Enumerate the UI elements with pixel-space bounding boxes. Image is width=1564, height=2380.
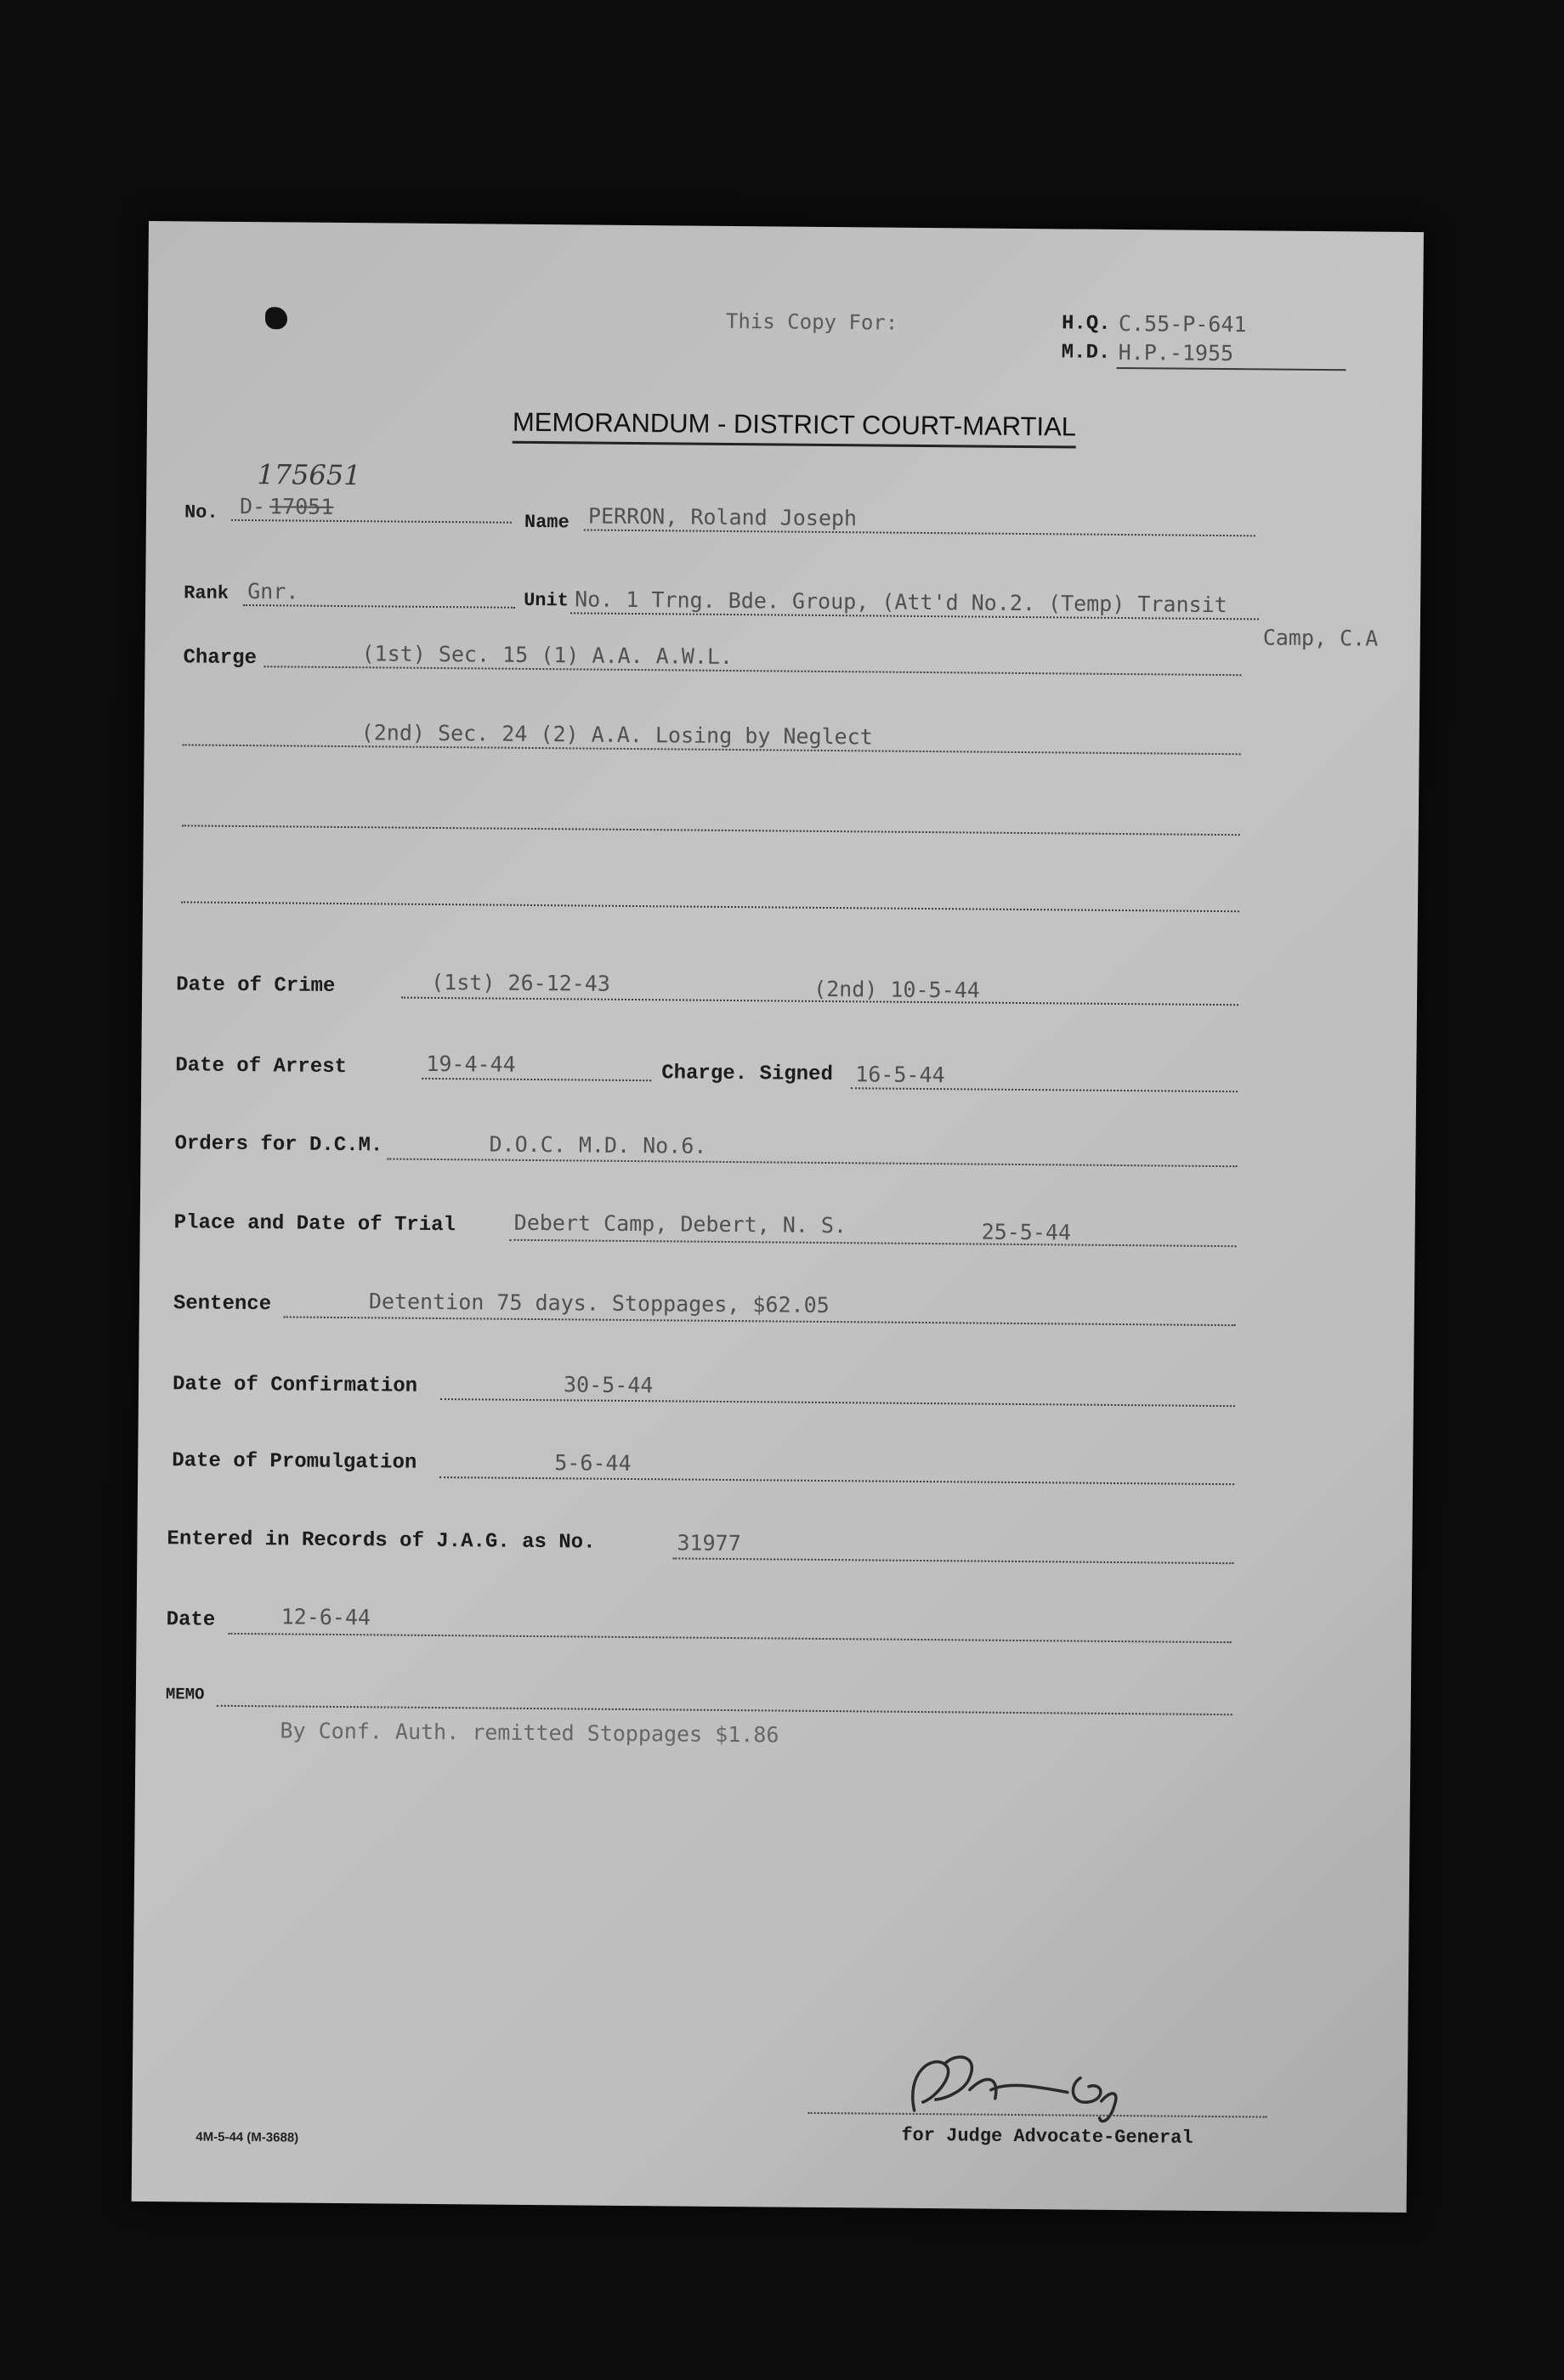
hq-label: H.Q. (1061, 312, 1111, 336)
charge-signed-line (851, 1087, 1238, 1092)
date-confirmation-value: 30-5-44 (563, 1372, 654, 1398)
md-underline (1117, 367, 1346, 371)
memo-label: MEMO (165, 1685, 205, 1704)
orders-dcm-label: Orders for D.C.M. (174, 1132, 383, 1158)
memo-value: By Conf. Auth. remitted Stoppages $1.86 (280, 1718, 779, 1748)
charge-line-1 (264, 666, 1241, 676)
charge-line-4 (181, 901, 1239, 912)
memo-line (217, 1705, 1232, 1715)
name-value: PERRON, Roland Joseph (587, 503, 858, 531)
date-promulgation-line (439, 1476, 1234, 1485)
sentence-line (284, 1316, 1236, 1326)
court-martial-memo-sheet (132, 221, 1424, 2213)
charge-value-2: (2nd) Sec. 24 (2) A.A. Losing by Neglect (360, 720, 873, 750)
date-line (228, 1633, 1231, 1643)
date-of-arrest-label: Date of Arrest (175, 1054, 348, 1080)
jag-records-label: Entered in Records of J.A.G. as No. (167, 1527, 596, 1555)
orders-dcm-line (387, 1158, 1237, 1167)
charge-label: Charge (183, 646, 258, 671)
jag-records-value: 31977 (677, 1530, 741, 1556)
no-label: No. (184, 502, 218, 524)
date-of-crime-value-2: (2nd) 10-5-44 (813, 976, 980, 1003)
sentence-label: Sentence (173, 1292, 272, 1317)
page-title: MEMORANDUM - DISTRICT COURT-MARTIAL (513, 407, 1076, 449)
charge-signed-label: Charge. Signed (661, 1062, 834, 1087)
place-date-trial-line (510, 1239, 1237, 1247)
date-of-crime-value-1: (1st) 26-12-43 (431, 969, 611, 996)
no-handwritten-value: 175651 (257, 458, 361, 492)
unit-value-continued: Camp, C.A (1262, 625, 1379, 651)
date-label: Date (166, 1608, 216, 1632)
unit-value: No. 1 Trng. Bde. Group, (Att'd No.2. (Temp) Transit (575, 586, 1227, 618)
rank-value: Gnr. (247, 579, 299, 604)
signature-caption: for Judge Advocate-General (901, 2124, 1193, 2149)
date-promulgation-value: 5-6-44 (554, 1450, 632, 1476)
name-line (584, 529, 1255, 536)
date-value: 12-6-44 (280, 1604, 371, 1630)
charge-signed-value: 16-5-44 (855, 1062, 945, 1088)
no-line (231, 519, 512, 524)
signature-scrawl (897, 2038, 1178, 2134)
form-code: 4M-5-44 (M-3688) (196, 2129, 299, 2145)
no-prefix: D- (239, 493, 266, 519)
md-label: M.D. (1061, 341, 1111, 365)
unit-label: Unit (524, 589, 570, 612)
charge-line-3 (182, 824, 1240, 836)
date-confirmation-label: Date of Confirmation (172, 1373, 418, 1398)
name-label: Name (524, 511, 570, 534)
date-of-trial-value: 25-5-44 (981, 1219, 1072, 1245)
date-of-crime-label: Date of Crime (176, 973, 336, 998)
orders-dcm-value: D.O.C. M.D. No.6. (489, 1131, 707, 1159)
punch-hole-mark (265, 307, 287, 329)
date-of-arrest-value: 19-4-44 (426, 1051, 516, 1077)
date-promulgation-label: Date of Promulgation (172, 1449, 417, 1475)
rank-label: Rank (184, 582, 230, 604)
jag-records-line (672, 1557, 1233, 1564)
no-struck-value: 17051 (269, 494, 334, 519)
sentence-value: Detention 75 days. Stoppages, $62.05 (368, 1289, 830, 1318)
hq-value: C.55-P-641 (1118, 310, 1247, 337)
place-of-trial-value: Debert Camp, Debert, N. S. (513, 1210, 847, 1238)
date-of-arrest-line (422, 1078, 651, 1081)
rank-line (243, 604, 515, 609)
charge-value-1: (1st) Sec. 15 (1) A.A. A.W.L. (361, 641, 734, 670)
copy-for-label: This Copy For: (725, 309, 898, 335)
md-value: H.P.-1955 (1118, 339, 1234, 366)
date-confirmation-line (440, 1398, 1235, 1407)
place-date-trial-label: Place and Date of Trial (173, 1211, 456, 1238)
